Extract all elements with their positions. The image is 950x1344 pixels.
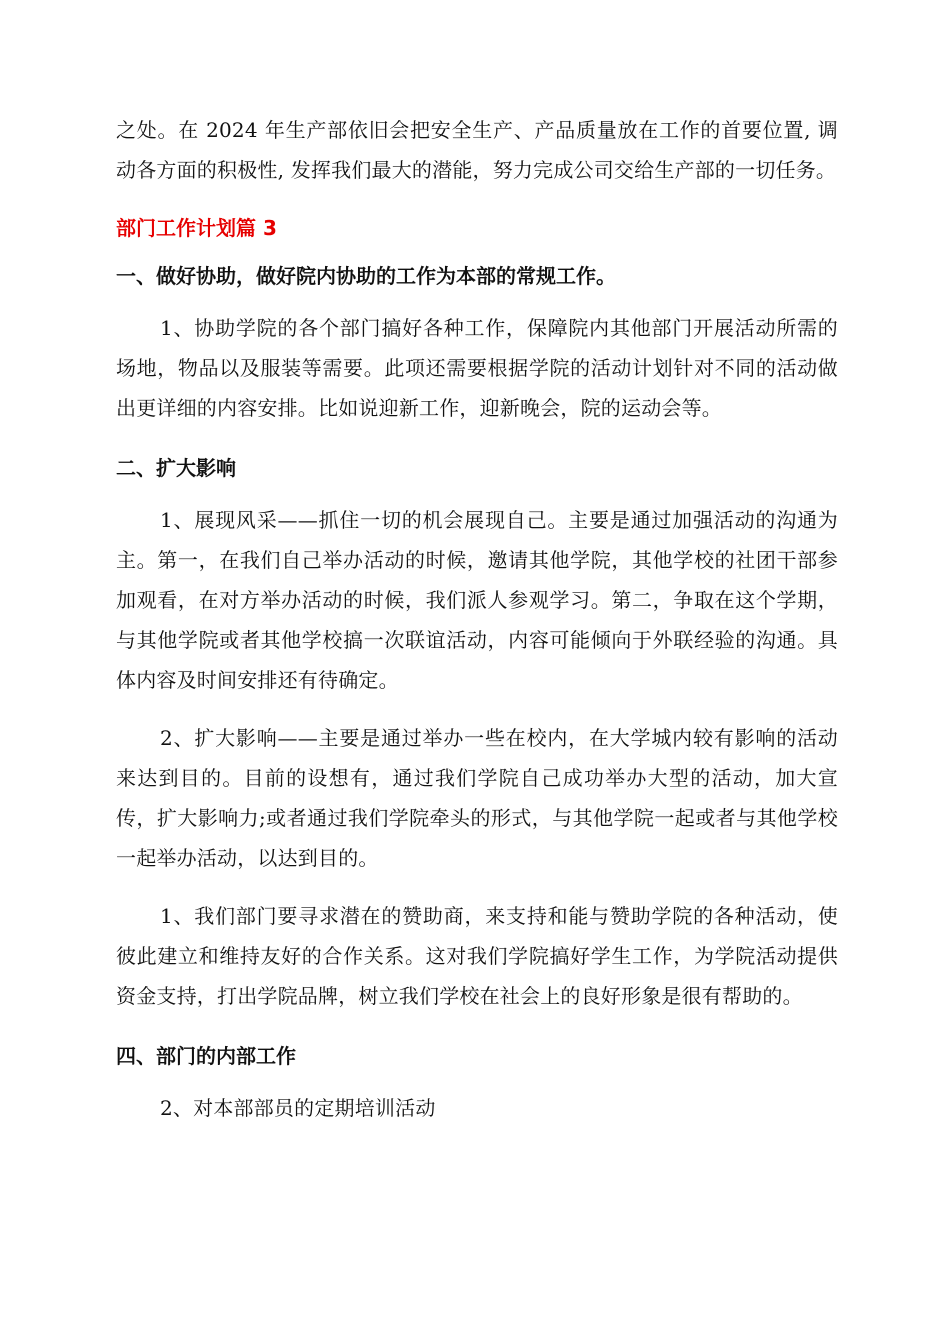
paragraph-expand-influence: 2、扩大影响——主要是通过举办一些在校内，在大学城内较有影响的活动来达到目的。目前的设想有，通过我们学院自己成功举办大型的活动，加大宣传，扩大影响力;或者通过我们学院牵头的形式，与其他学院一起或者与其他学校一起举办活动，以达到目的。 (116, 726, 838, 870)
heading-assist: 一、做好协助，做好院内协助的工作为本部的常规工作。 (116, 264, 616, 288)
section-title: 部门工作计划篇 3 (116, 216, 277, 240)
heading-internal-work: 四、部门的内部工作 (116, 1044, 296, 1068)
heading-influence: 二、扩大影响 (116, 456, 236, 480)
paragraph-showcase: 1、展现风采——抓住一切的机会展现自己。主要是通过加强活动的沟通为主。第一，在我们自己举办活动的时候，邀请其他学院，其他学校的社团干部参加观看，在对方举办活动的时候，我们派人参观学习。第二，争取在这个学期，与其他学院或者其他学校搞一次联谊活动，内容可能倾向于外联经验的沟通。具体内容及时间安排还有待确定。 (116, 508, 838, 692)
intro-paragraph: 之处。在 2024 年生产部依旧会把安全生产、产品质量放在工作的首要位置, 调动各方面的积极性, 发挥我们最大的潜能，努力完成公司交给生产部的一切任务。 (116, 118, 838, 182)
document-body (116, 110, 838, 1128)
paragraph-training: 2、对本部部员的定期培训活动 (160, 1096, 436, 1120)
paragraph-assist: 1、协助学院的各个部门搞好各种工作，保障院内其他部门开展活动所需的场地，物品以及服装等需要。此项还需要根据学院的活动计划针对不同的活动做出更详细的内容安排。比如说迎新工作，迎新晚会，院的运动会等。 (116, 316, 838, 420)
paragraph-sponsors: 1、我们部门要寻求潜在的赞助商，来支持和能与赞助学院的各种活动，使彼此建立和维持友好的合作关系。这对我们学院搞好学生工作，为学院活动提供资金支持，打出学院品牌，树立我们学校在社会上的良好形象是很有帮助的。 (116, 904, 838, 1008)
